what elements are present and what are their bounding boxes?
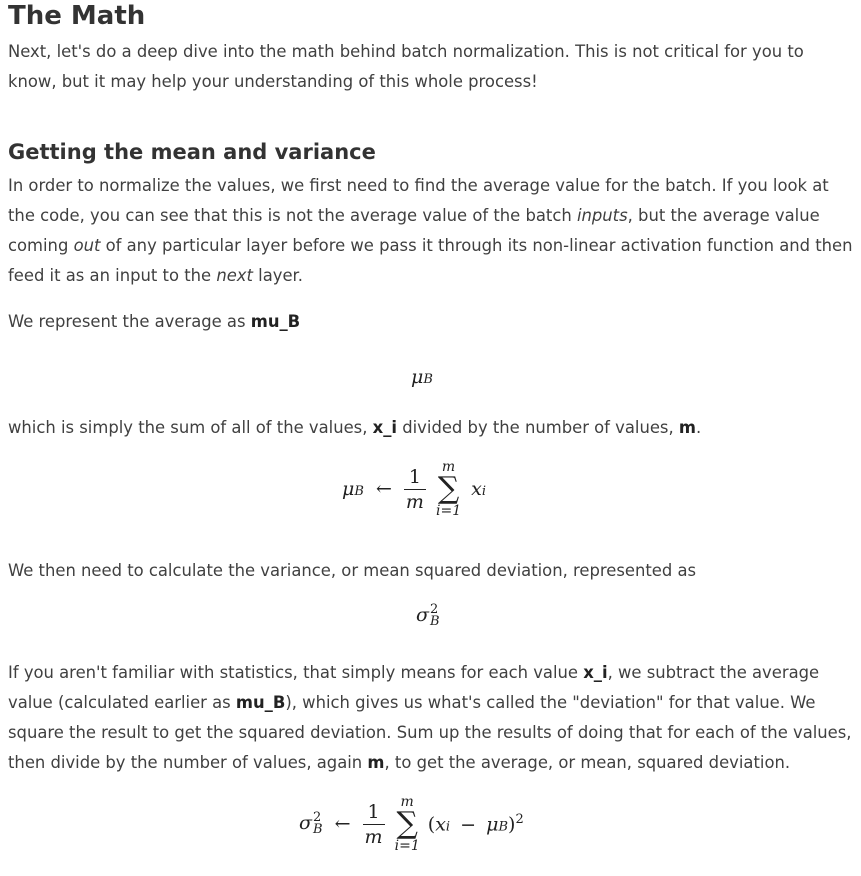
average-notation-paragraph: We represent the average as mu_B [8, 312, 301, 331]
one-over-m-fraction: $\frac{1}{m}$ [405, 465, 424, 513]
sum-explanation-paragraph: which is simply the sum of all of the values, x_i divided by the number of values, m. [8, 418, 702, 437]
summation-2: m ∑ i=1 [394, 794, 420, 854]
summation: m ∑ i=1 [435, 459, 462, 519]
deviation-explanation-paragraph: If you aren't familiar with statistics, that simply means for each value x_i, we subtract the average value (calculated earlier as mu_B), which gives us what's called the "deviation" for that value. We square the result to get the squared deviation. Sum up the results of doing that for each of the values, then divide by the number of values, again m, to get the average, or mean, squared deviation. [8, 663, 852, 772]
section-heading: Getting the mean and variance [8, 140, 376, 164]
page-title: The Math [8, 1, 146, 31]
one-over-m-fraction-2: $\frac{1}{m}$ [364, 800, 383, 848]
mean-formula: μB ← $\frac{1}{m}$ m ∑ i=1 xi [342, 459, 487, 519]
intro-paragraph: Next, let's do a deep dive into the math behind batch normalization. This is not critical for you to know, but it may help your understanding of this whole process! [8, 42, 804, 91]
sigma-b-squared-equation: σ 2 B [416, 602, 440, 629]
mu-b-equation: μB [411, 366, 433, 388]
variance-intro-paragraph: We then need to calculate the variance, or mean squared deviation, represented as [8, 561, 697, 580]
mean-explanation-paragraph: In order to normalize the values, we first need to find the average value for the batch. If you look at the code, you can see that this is not the average value of the batch inputs, but the average value coming out of any particular layer before we pass it through its non-linear activation function and then feed it as an input to the next layer. [8, 176, 853, 285]
variance-formula: σ 2 B ← $\frac{1}{m}$ m ∑ i=1 (xi − μB)$^2$ [299, 794, 524, 854]
